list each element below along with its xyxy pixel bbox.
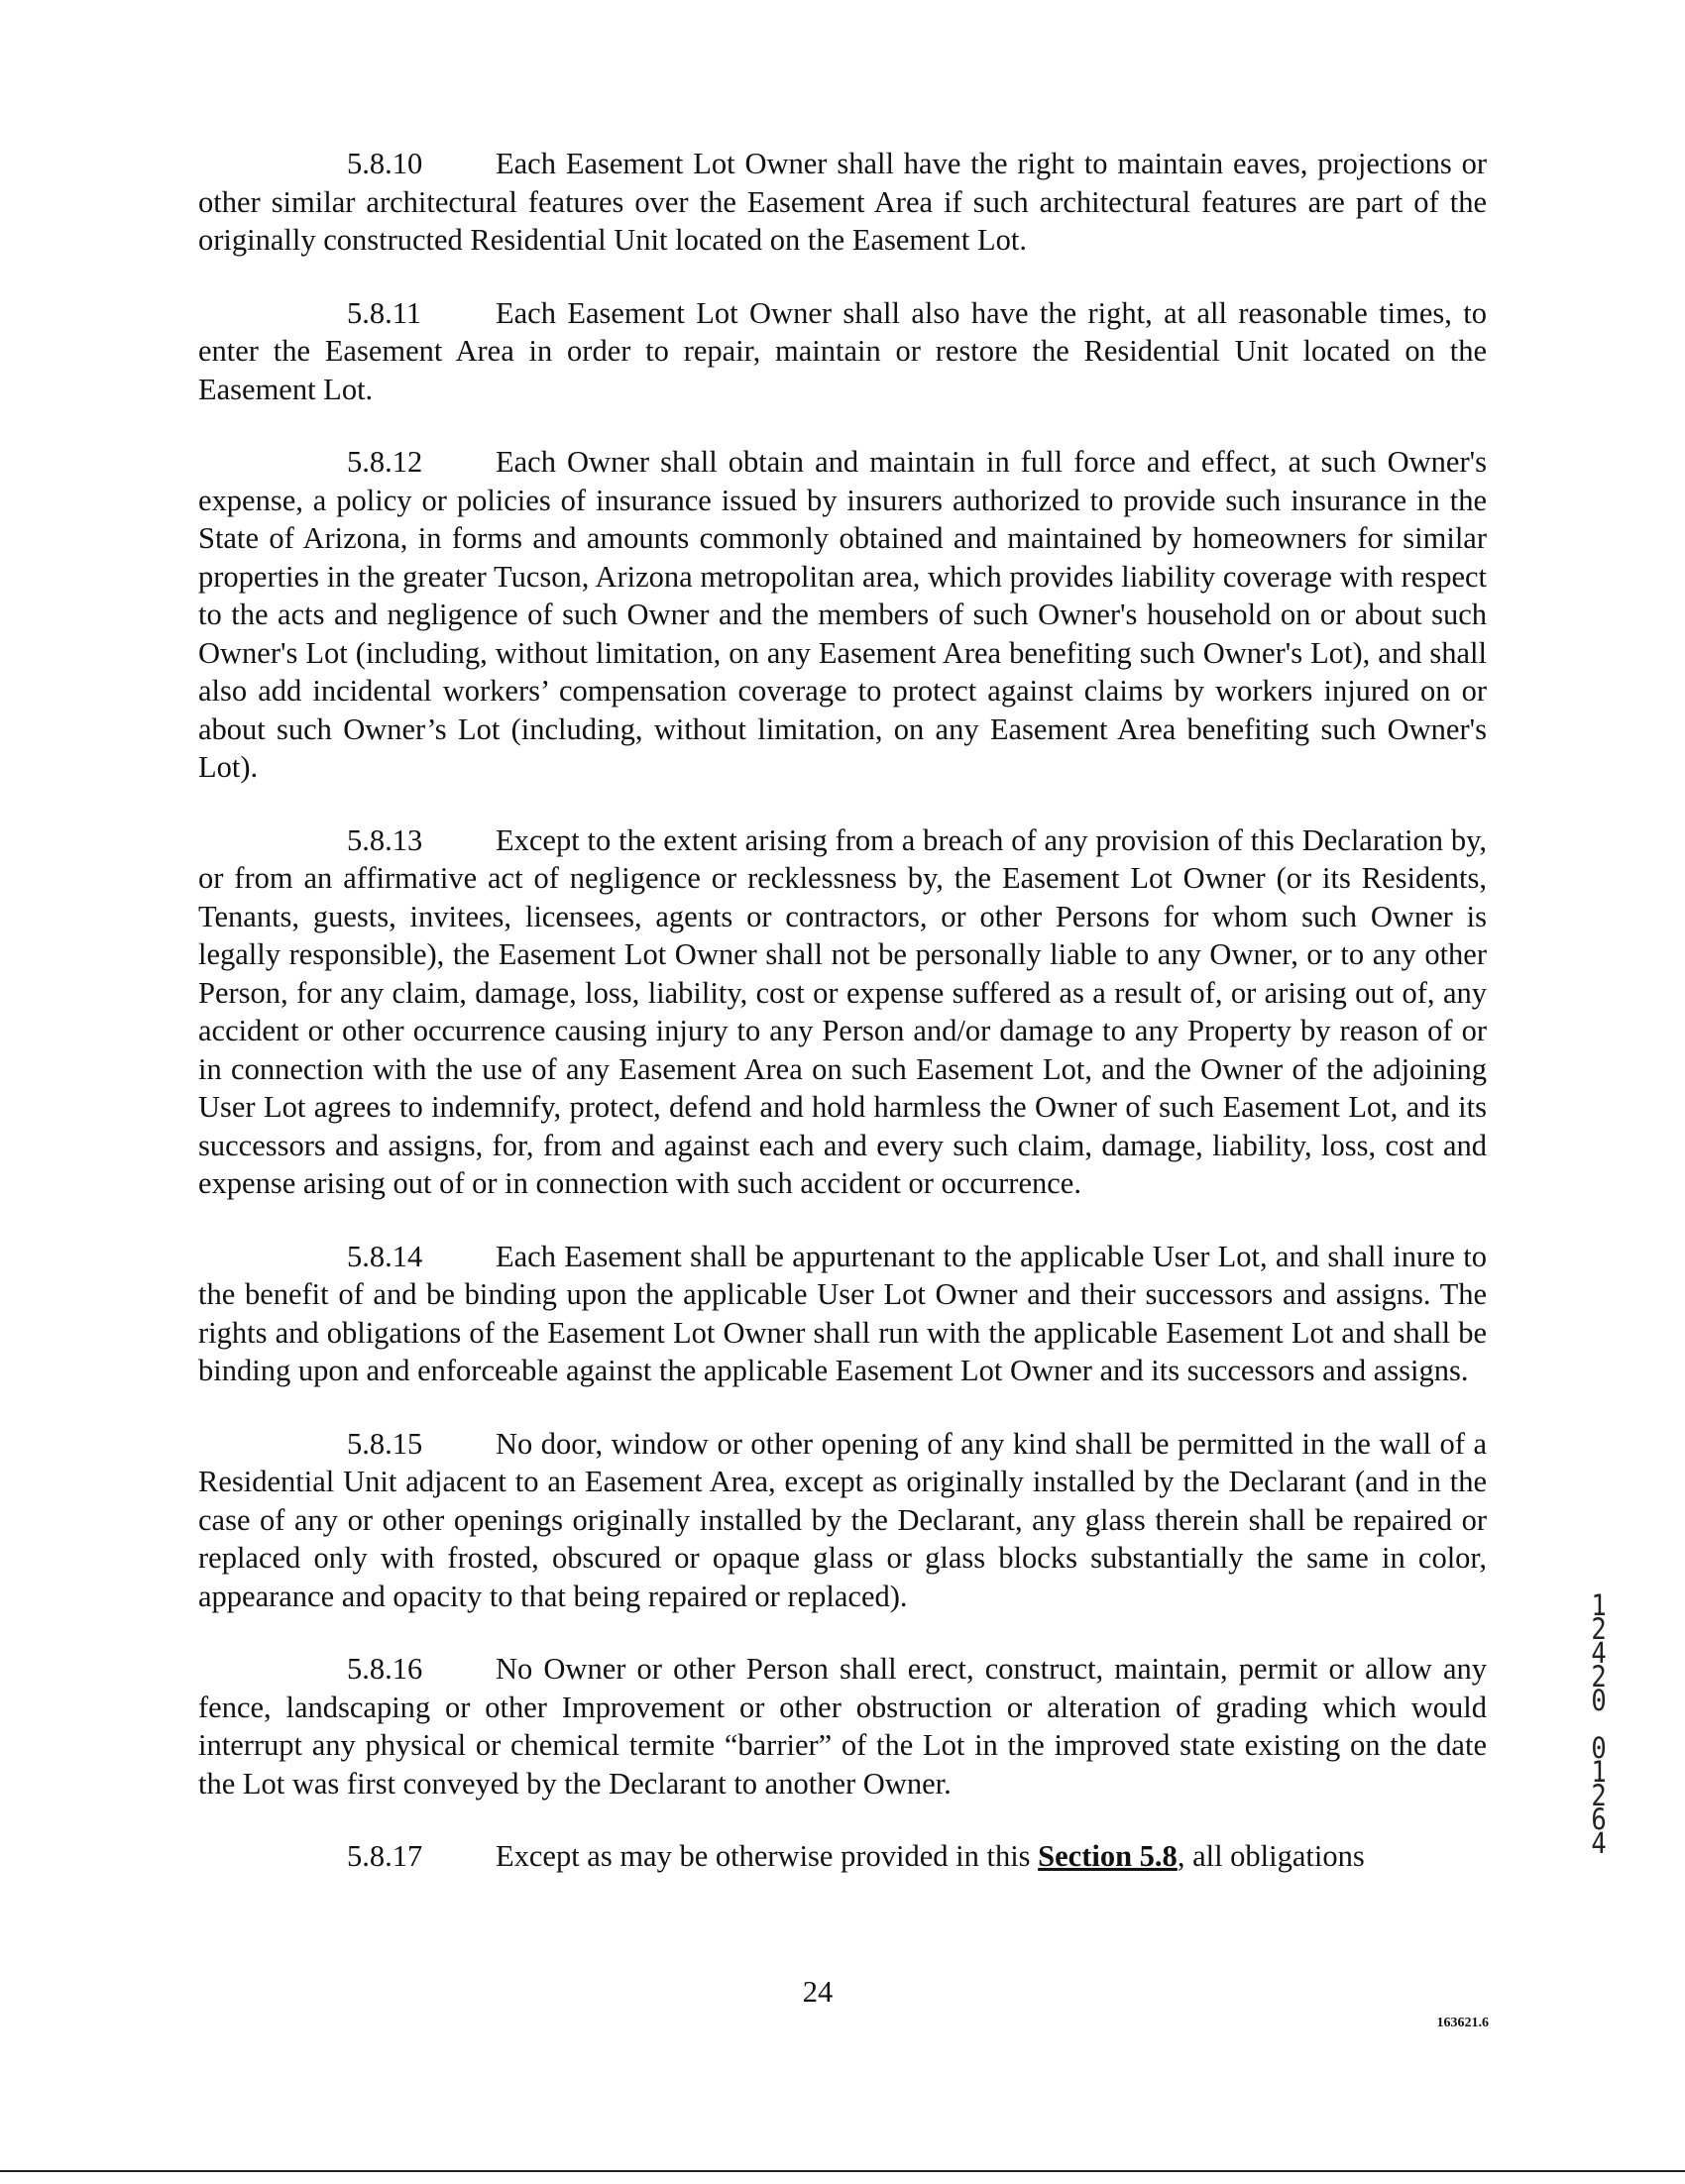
paragraph-number: 5.8.13 bbox=[347, 822, 423, 857]
stamp-digit: 4 bbox=[1591, 1636, 1607, 1670]
stamp-digit: 2 bbox=[1591, 1612, 1607, 1646]
paragraph-text: Each Owner shall obtain and maintain in full force and effect, at such Owner's expense, a policy or policies of insurance issued by insurers authorized to provide such insurance in the State of Arizona, in forms and amounts commonly obtained and maintained by homeowners for similar properties in the greater Tucson, Arizona metropolitan area, which provides liability coverage with respect to the acts and negligence of such Owner and the members of such Owner's household on or about such Owner's Lot (including, without limitation, on any Easement Area benefiting such Owner's Lot), and shall also add incidental workers’ compensation coverage to protect against claims by workers injured on or about such Owner’s Lot (including, without limitation, on any Easement Area benefiting such Owner's Lot). bbox=[198, 445, 1487, 784]
paragraph-number: 5.8.10 bbox=[347, 147, 423, 180]
paragraph-5-8-15 bbox=[198, 1425, 1487, 1616]
stamp-digit: 4 bbox=[1591, 1826, 1607, 1860]
section-reference: Section 5.8 bbox=[1038, 1839, 1178, 1873]
paragraph-text-after: , all obligations bbox=[1177, 1839, 1365, 1873]
stamp-digit: 1 bbox=[1591, 1755, 1607, 1789]
paragraph-5-8-13 bbox=[198, 821, 1487, 1203]
stamp-digit: 1 bbox=[1591, 1588, 1607, 1622]
paragraph-5-8-17 bbox=[198, 1837, 1487, 1876]
paragraph-text-before: Except as may be otherwise provided in this bbox=[496, 1839, 1039, 1873]
paragraph-number: 5.8.15 bbox=[347, 1426, 423, 1461]
paragraph-number: 5.8.12 bbox=[347, 445, 423, 479]
paragraph-5-8-14 bbox=[198, 1238, 1487, 1390]
stamp-digit: 0 bbox=[1591, 1684, 1607, 1717]
paragraph-number: 5.8.14 bbox=[347, 1239, 423, 1273]
recording-stamp bbox=[1581, 1588, 1617, 1860]
stamp-digit: 6 bbox=[1591, 1802, 1607, 1836]
stamp-digit: 2 bbox=[1591, 1779, 1607, 1812]
paragraph-text: Each Easement Lot Owner shall have the right to maintain eaves, projections or other similar architectural features over the Easement Area if such architectural features are part of the originally constructed Residential Unit located on the Easement Lot. bbox=[198, 147, 1487, 257]
paragraph-number: 5.8.16 bbox=[347, 1652, 423, 1686]
paragraph-5-8-16 bbox=[198, 1650, 1487, 1802]
paragraph-5-8-10 bbox=[198, 145, 1487, 260]
paragraph-text: Each Easement Lot Owner shall also have the right, at all reasonable times, to enter the Easement Area in order to repair, maintain or restore the Residential Unit located on the Easement Lot. bbox=[198, 295, 1487, 406]
paragraph-5-8-12 bbox=[198, 443, 1487, 787]
paragraph-number: 5.8.11 bbox=[347, 295, 422, 330]
page-number: 24 bbox=[802, 1975, 834, 2009]
paragraph-text: Each Easement shall be appurtenant to the applicable User Lot, and shall inure to the benefit of and be binding upon the applicable User Lot Owner and their successors and assigns. The rights and obligations of the Easement Lot Owner shall run with the applicable Easement Lot and shall be binding upon and enforceable against the applicable Easement Lot Owner and its successors and assigns. bbox=[198, 1239, 1487, 1387]
paragraph-5-8-11 bbox=[198, 294, 1487, 409]
document-body bbox=[198, 145, 1487, 1876]
stamp-digit: 0 bbox=[1591, 1731, 1607, 1765]
stamp-digit: 2 bbox=[1591, 1660, 1607, 1693]
paragraph-number: 5.8.17 bbox=[347, 1839, 423, 1873]
bottom-scan-line bbox=[0, 2170, 1685, 2172]
document-id: 163621.6 bbox=[1436, 2016, 1489, 2030]
paragraph-text: No door, window or other opening of any kind shall be permitted in the wall of a Residential Unit adjacent to an Easement Area, except as originally installed by the Declarant (and in the case of any or other openings originally installed by the Declarant, any glass therein shall be repaired or replaced only with frosted, obscured or opaque glass or glass blocks substantially the same in color, appearance and opacity to that being repaired or replaced). bbox=[198, 1426, 1487, 1613]
paragraph-text: No Owner or other Person shall erect, construct, maintain, permit or allow any fence, landscaping or other Improvement or other obstruction or alteration of grading which would interrupt any physical or chemical termite “barrier” of the Lot in the improved state existing on the date the Lot was first conveyed by the Declarant to another Owner. bbox=[198, 1652, 1487, 1801]
paragraph-text: Except to the extent arising from a breach of any provision of this Declaration by, or from an affirmative act of negligence or recklessness by, the Easement Lot Owner (or its Residents, Tenants, guests, invitees, licensees, agents or contractors, or other Persons for whom such Owner is legally responsible), the Easement Lot Owner shall not be personally liable to any Owner, or to any other Person, for any claim, damage, loss, liability, cost or expense suffered as a result of, or arising out of, any accident or other occurrence causing injury to any Person and/or damage to any Property by reason of or in connection with the use of any Easement Area on such Easement Lot, and the Owner of the adjoining User Lot agrees to indemnify, protect, defend and hold harmless the Owner of such Easement Lot, and its successors and assigns, for, from and against each and every such claim, damage, liability, loss, cost and expense arising out of or in connection with such accident or occurrence. bbox=[198, 822, 1487, 1200]
